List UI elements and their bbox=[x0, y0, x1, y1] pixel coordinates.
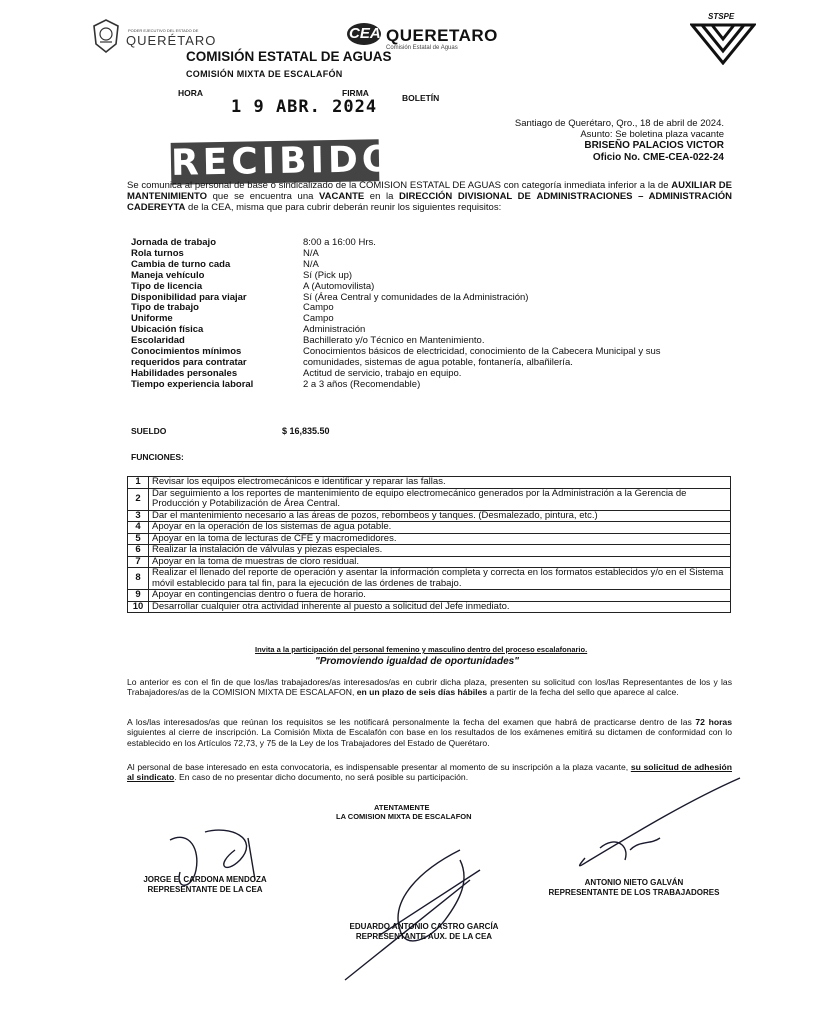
intro-line-2c: que se encuentra una bbox=[207, 191, 319, 202]
requirement-label: Disponibilidad para viajar bbox=[131, 291, 247, 303]
requirement-value: N/A bbox=[303, 247, 319, 259]
function-number: 8 bbox=[128, 568, 149, 590]
requirement-value: Sí (Área Central y comunidades de la Administración) bbox=[303, 291, 529, 303]
paragraph-deadline-c: a partir de la fecha del sello que aparece al calce. bbox=[487, 687, 679, 698]
signature-name: JORGE E. CARDONA MENDOZA bbox=[143, 875, 267, 884]
intro-line-2e: en la bbox=[364, 191, 399, 202]
requirement-value: Administración bbox=[303, 324, 366, 336]
firma-label: FIRMA bbox=[342, 88, 369, 98]
cea-brand: QUERETARO bbox=[386, 26, 498, 45]
function-text: Apoyar en la toma de lecturas de CFE y macromedidores. bbox=[149, 533, 731, 545]
salary-label: SUELDO bbox=[131, 426, 167, 436]
requirement-value: 8:00 a 16:00 Hrs. bbox=[303, 237, 376, 248]
function-text: Apoyar en contingencias dentro o fuera de horario. bbox=[149, 590, 731, 602]
paragraph-union-c: . En caso de no presentar dicho documento, no será posible su participación. bbox=[174, 772, 469, 783]
requirement-value: Actitud de servicio, trabajo en equipo. bbox=[303, 367, 462, 379]
function-number: 2 bbox=[128, 488, 149, 510]
signature-role: REPRESENTANTE DE LA CEA bbox=[147, 884, 263, 894]
requirement-label: Maneja vehículo bbox=[131, 269, 205, 281]
subject: Asunto: Se boletina plaza vacante bbox=[580, 129, 724, 140]
functions-title: FUNCIONES: bbox=[131, 452, 184, 462]
intro-line-2a: la de bbox=[647, 180, 672, 191]
intro-line-1: Se comunica al personal de base o sindicalizado de la COMISION ESTATAL DE AGUAS con categoría inmediata inferior a bbox=[127, 180, 646, 191]
function-text: Apoyar en la toma de muestras de cloro residual. bbox=[149, 556, 731, 568]
paragraph-union-b: su solicitud de adhesión al sindicato bbox=[127, 762, 732, 783]
signature-castro bbox=[336, 922, 512, 941]
requirement-label: Tiempo experiencia laboral bbox=[131, 378, 254, 390]
function-text: Apoyar en la operación de los sistemas de agua potable. bbox=[149, 522, 731, 534]
function-number: 9 bbox=[128, 590, 149, 602]
received-stamp: RECIBIDO bbox=[170, 138, 397, 184]
slogan: "Promoviendo igualdad de oportunidades" bbox=[315, 656, 519, 667]
requirement-label: Cambia de turno cada bbox=[131, 258, 231, 270]
requirement-value: Bachillerato y/o Técnico en Mantenimiento. bbox=[303, 335, 485, 347]
recipient: BRISEÑO PALACIOS VICTOR bbox=[584, 140, 724, 151]
state-seal-small: PODER EJECUTIVO DEL ESTADO DE bbox=[128, 28, 199, 33]
signature-name: ANTONIO NIETO GALVÁN bbox=[584, 878, 684, 887]
paragraph-exam-c: siguientes al cierre de inscripción. La Comisión Mixta de Escalafón con base en los resultados de los exámenes emitirá su dictamen de conformidad con lo establecido en los Artículos 72,73, y 75 de la Ley de los Trabajadores del Estado de Querétaro. bbox=[127, 727, 732, 748]
intro-line-3b: de la CEA, misma que para cubrir deberán reunir los siguientes bbox=[185, 202, 456, 213]
function-text: Revisar los equipos electromecánicos e identificar y reparar las fallas. bbox=[149, 477, 731, 489]
boletin-label: BOLETÍN bbox=[402, 93, 440, 103]
intro-division: DIRECCIÓN DIVISIONAL DE bbox=[398, 191, 531, 202]
requirement-label: Habilidades personales bbox=[131, 367, 238, 379]
closing-line-1: ATENTAMENTE bbox=[374, 803, 430, 812]
paragraph-exam-a: A los/las interesados/as que reúnan los requisitos se les notificará personalmente la fecha del examen que habrá de practicarse dentro de las bbox=[127, 717, 696, 727]
org-name: COMISIÓN ESTATAL DE AGUAS bbox=[186, 49, 392, 64]
union-logo-text: STSPE bbox=[708, 12, 735, 21]
paragraph-deadline-b: en un plazo de seis días hábiles bbox=[356, 687, 488, 698]
requirement-label: Tipo de licencia bbox=[131, 280, 203, 292]
intro-position: AUXILIAR DE MANTENIMIENTO bbox=[127, 180, 732, 202]
signature-role: REPRESENTANTE DE LOS TRABAJADORES bbox=[548, 887, 720, 897]
requirement-label: Jornada de trabajo bbox=[131, 237, 216, 248]
salary-value: $ 16,835.50 bbox=[282, 426, 330, 436]
requirement-value: 2 a 3 años (Recomendable) bbox=[303, 378, 421, 390]
signature-cardona bbox=[120, 875, 290, 894]
signature-role: REPRESENTANTE AUX. DE LA CEA bbox=[355, 931, 493, 941]
signature-nieto bbox=[542, 878, 726, 897]
function-text: Dar el mantenimiento necesario a las áreas de pozos, rebombeos y tanques. (Desmalezado, pintura, etc.) bbox=[149, 510, 731, 522]
function-number: 4 bbox=[128, 522, 149, 534]
requirement-value: Campo bbox=[303, 313, 334, 325]
function-text: Dar seguimiento a los reportes de mantenimiento de equipo electromecánico generados por la Administración a la Gerencia de Producción y Potabilización de Área Central. bbox=[149, 488, 731, 510]
invite-text: Invita a la participación del personal femenino y masculino dentro del proceso escalafonario. bbox=[255, 645, 588, 654]
requirement-label: Conocimientos mínimos bbox=[131, 346, 242, 357]
requirement-value: N/A bbox=[303, 258, 319, 270]
function-number: 3 bbox=[128, 510, 149, 522]
paragraph-deadline-a: Lo anterior es con el fin de que los/las trabajadores/as interesados/as en cubrir dicha plaza, presenten su solicitud con los/las Representantes de los y las Trabajadores/as de la COMISION MIXTA DE ESCALAFON, bbox=[127, 677, 732, 698]
intro-administration: ADMINISTRACIONES – ADMINISTRACIÓN CADEREYTA bbox=[127, 191, 733, 213]
requirement-label: Escolaridad bbox=[131, 335, 185, 347]
function-number: 6 bbox=[128, 545, 149, 557]
requirement-label: requeridos para contratar bbox=[131, 356, 247, 368]
paragraph-exam-b: 72 horas bbox=[695, 717, 732, 727]
requirement-label: Ubicación física bbox=[131, 324, 204, 336]
intro-vacancy: VACANTE bbox=[319, 191, 365, 202]
signature-name: EDUARDO ANTONIO CASTRO GARCÍA bbox=[349, 922, 499, 931]
function-number: 7 bbox=[128, 556, 149, 568]
function-number: 5 bbox=[128, 533, 149, 545]
requirement-label: Tipo de trabajo bbox=[131, 302, 199, 314]
function-text: Realizar la instalación de válvulas y piezas especiales. bbox=[149, 545, 731, 557]
function-number: 10 bbox=[128, 601, 149, 613]
closing-line-2: LA COMISION MIXTA DE ESCALAFON bbox=[336, 812, 472, 821]
requirement-value: comunidades, sistemas de agua potable, fontanería, albañilería. bbox=[303, 356, 573, 368]
requirement-value: Conocimientos básicos de electricidad, conocimiento de la Cabecera Municipal y sus bbox=[303, 346, 661, 357]
requirement-label: Rola turnos bbox=[131, 247, 184, 259]
state-seal-caption: QUERÉTARO bbox=[126, 33, 217, 48]
function-number: 1 bbox=[128, 477, 149, 489]
cea-subtitle: Comisión Estatal de Aguas bbox=[386, 45, 458, 51]
function-text: Desarrollar cualquier otra actividad inherente al puesto a solicitud del Jefe inmediato. bbox=[149, 601, 731, 613]
received-date: 1 9 ABR. 2024 bbox=[231, 97, 378, 117]
office-number: Oficio No. CME-CEA-022-24 bbox=[592, 152, 724, 163]
requirement-value: A (Automovilista) bbox=[303, 280, 375, 292]
requirement-value: Campo bbox=[303, 302, 334, 314]
place-date: Santiago de Querétaro, Qro., 18 de abril de 2024. bbox=[514, 118, 724, 129]
hora-label: HORA bbox=[178, 88, 204, 98]
intro-line-4: requisitos: bbox=[457, 202, 502, 213]
paragraph-union-a: Al personal de base interesado en esta convocatoria, es indispensable presentar al momento de su inscripción a la plaza vacante, bbox=[127, 762, 631, 772]
requirement-label: Uniforme bbox=[131, 313, 173, 325]
function-text: Realizar el llenado del reporte de operación y asentar la información completa y correcta en los formatos establecidos y/o en el Sistema móvil establecido para tal fin, para la ejecución de las órdenes de trabajo. bbox=[149, 568, 731, 590]
cea-logo-text: CEA bbox=[349, 25, 381, 42]
committee-title: COMISIÓN MIXTA DE ESCALAFÓN bbox=[186, 69, 343, 79]
requirement-value: Sí (Pick up) bbox=[303, 269, 353, 281]
